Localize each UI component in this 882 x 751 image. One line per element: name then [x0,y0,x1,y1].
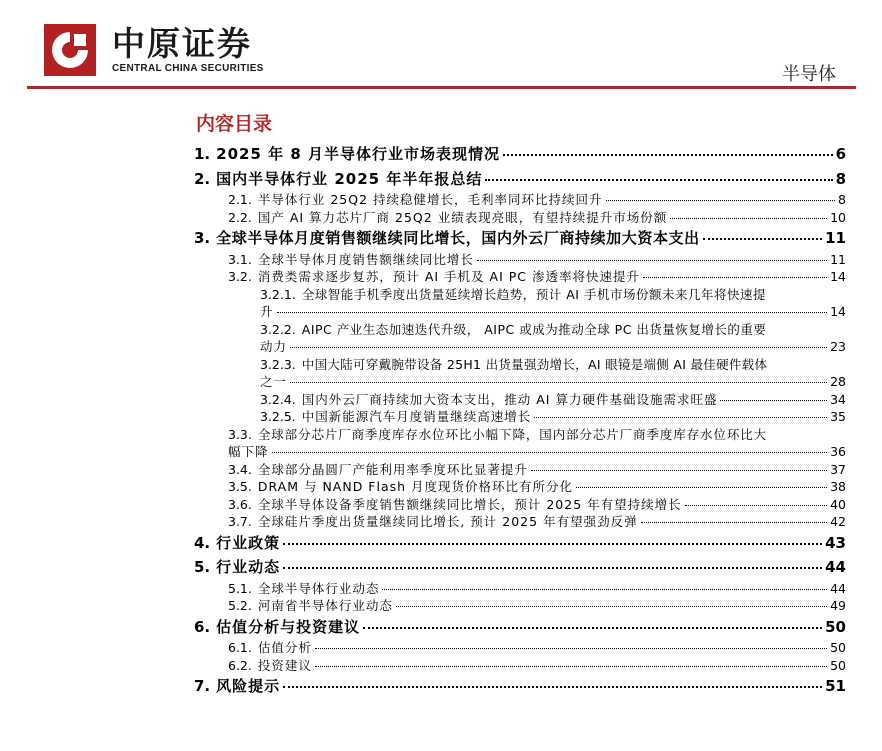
dot-leader [606,200,836,201]
toc-entry-5-2[interactable] [194,597,846,615]
toc-entry-page: 37 [830,461,846,477]
toc-entry-page: 10 [830,209,846,225]
toc-entry-2[interactable] [194,167,846,192]
toc-entry-number: 4. [194,533,211,552]
toc-entry-page: 14 [830,304,846,319]
toc-entry-title: 全球部分晶圆厂产能利用率季度环比显著提升 [257,461,528,477]
toc-entry-page: 23 [830,339,846,354]
dot-leader [685,505,827,506]
toc-entry-6-1[interactable] [194,639,846,657]
toc-entry-number: 6.1. [228,640,252,655]
toc-entry-number: 5.2. [228,598,252,613]
dot-leader [531,470,827,471]
dot-leader [290,347,827,348]
toc-entry-page: 43 [825,533,846,552]
toc-entry-title-line2: 升 [260,304,274,319]
toc-entry-3-2-3[interactable] [194,356,846,391]
toc-entry-page: 50 [825,617,846,636]
logo-chinese-name: 中原证券 [112,24,252,63]
toc-entry-page: 8 [838,192,846,207]
toc-entry-title: 2025 年 8 月半导体行业市场表现情况 [216,145,500,163]
toc-title: 内容目录 [196,113,273,135]
toc-entry-7[interactable] [194,674,846,699]
toc-entry-3-2-4[interactable] [194,391,846,409]
header-divider [27,86,856,89]
toc-entry-title: 估值分析 [257,640,312,655]
toc-entry-page: 44 [830,580,846,596]
toc-entry-number: 3.7. [228,514,252,529]
toc-entry-number: 2.1. [228,192,252,207]
toc-entry-number: 3.2.5. [260,409,296,424]
toc-entry-title: 国内半导体行业 2025 年半年报总结 [216,169,483,188]
toc-entry-title: DRAM 与 NAND Flash 月度现货价格环比有所分化 [257,479,574,494]
toc-entry-number: 3.2.1. [260,286,296,302]
toc-entry-3-3[interactable] [194,426,846,461]
toc-entry-number: 3. [194,229,211,247]
toc-entry-page: 50 [830,640,846,655]
toc-entry-3-2-5[interactable] [194,408,846,426]
toc-entry-1[interactable] [194,142,846,167]
logo-english-name: CENTRAL CHINA SECURITIES [112,63,264,74]
dot-leader [290,382,827,383]
toc-entry-page: 49 [830,598,846,613]
toc-entry-title: 风险提示 [216,677,281,695]
toc-entry-title: 中国新能源汽车月度销量继续高速增长 [301,409,532,424]
toc-entry-title: 行业政策 [216,533,281,552]
toc-entry-page: 8 [835,169,846,188]
dot-leader [485,179,832,181]
toc-entry-3-6[interactable] [194,496,846,514]
toc-entry-title-line2: 之一 [260,374,288,389]
page-header [0,0,882,92]
toc-entry-3-2-1[interactable] [194,286,846,321]
toc-entry-number: 1. [194,145,211,163]
dot-leader [272,452,828,453]
toc-entry-3-2-2[interactable] [194,321,846,356]
dot-leader [283,543,822,545]
toc-entry-3-4[interactable] [194,461,846,479]
report-category: 半导体 [782,64,836,85]
dot-leader [534,417,827,418]
toc-entry-title-line1: 全球部分芯片厂商季度库存水位环比小幅下降，国内部分芯片厂商季度库存水位环比大 [257,426,768,442]
toc-entry-3-5[interactable] [194,478,846,496]
toc-entry-number: 2.2. [228,209,252,225]
toc-entry-number: 5.1. [228,580,252,596]
toc-entry-3-7[interactable] [194,513,846,531]
toc-entry-title: 全球半导体行业动态 [257,580,380,596]
toc-entry-title: 全球半导体月度销售额继续同比增长 [257,251,474,267]
dot-leader [720,400,827,401]
toc-entry-number: 3.5. [228,479,252,494]
toc-entry-number: 6.2. [228,657,252,673]
toc-entry-6-2[interactable] [194,657,846,675]
dot-leader [283,567,822,569]
toc-entry-page: 42 [830,514,846,529]
dot-leader [396,606,827,607]
dot-leader [283,686,822,688]
toc-entry-number: 3.6. [228,496,252,512]
dot-leader [477,260,827,261]
toc-entry-page: 35 [830,409,846,424]
toc-entry-page: 11 [830,251,846,267]
toc-entry-title-line1: 中国大陆可穿戴腕带设备 25H1 出货量强劲增长，AI 眼镜是端侧 AI 最佳硬件载体 [301,356,768,372]
logo-icon [44,24,96,76]
toc-entry-title: 投资建议 [257,657,312,673]
toc-entry-number: 5. [194,558,211,576]
toc-entry-page: 38 [830,479,846,494]
toc-entry-title-line2: 幅下降 [228,444,269,459]
toc-entry-page: 50 [830,657,846,673]
toc-entry-title: 全球硅片季度出货量继续同比增长, 预计 2025 年有望强劲反弹 [257,514,638,529]
toc-entry-title: 消费类需求逐步复苏，预计 AI 手机及 AI PC 渗透率将快速提升 [257,269,640,284]
toc-entry-title-line1: AIPC 产业生态加速迭代升级， AIPC 或成为推动全球 PC 出货量恢复增长的重要 [301,321,767,337]
toc-entry-3-2[interactable] [194,268,846,286]
toc-entry-3[interactable] [194,226,846,251]
toc-entry-title: 国产 AI 算力芯片厂商 25Q2 业绩表现亮眼，有望持续提升市场份额 [257,209,668,225]
toc-entry-page: 14 [830,269,846,284]
toc-entry-number: 3.1. [228,251,252,267]
toc-entry-3-1[interactable] [194,251,846,269]
toc-entry-title: 半导体行业 25Q2 持续稳健增长，毛利率同环比持续回升 [257,192,603,207]
dot-leader [382,589,827,590]
toc-entry-title: 行业动态 [216,558,281,576]
dot-leader [643,277,827,278]
toc-entry-number: 3.3. [228,426,252,442]
toc-entry-number: 2. [194,169,211,188]
toc-entry-page: 11 [825,229,846,247]
toc-entry-page: 40 [830,496,846,512]
dot-leader [641,522,828,523]
toc-entry-title-line1: 全球智能手机季度出货量延续增长趋势，预计 AI 手机市场份额未来几年将快速提 [301,286,766,302]
toc-entry-number: 6. [194,617,211,636]
toc-entry-number: 3.4. [228,461,252,477]
toc-entry-6[interactable] [194,615,846,640]
toc-entry-number: 7. [194,677,211,695]
toc-entry-title: 全球半导体设备季度销售额继续同比增长，预计 2025 年有望持续增长 [257,496,682,512]
toc-entry-page: 6 [835,145,846,163]
dot-leader [363,627,822,629]
toc-entry-2-1[interactable] [194,191,846,209]
toc-entry-5-1[interactable] [194,580,846,598]
toc-entry-number: 3.2.3. [260,356,296,372]
toc-entry-title: 国内外云厂商持续加大资本支出，推动 AI 算力硬件基础设施需求旺盛 [301,391,718,407]
toc-entry-page: 51 [825,677,846,695]
table-of-contents [194,112,846,699]
toc-entry-number: 3.2.2. [260,321,296,337]
toc-entry-5[interactable] [194,555,846,580]
toc-entry-number: 3.2.4. [260,391,296,407]
dot-leader [670,218,827,219]
toc-entry-title: 估值分析与投资建议 [216,617,361,636]
toc-entry-page: 34 [830,391,846,407]
toc-entry-title: 全球半导体月度销售额继续同比增长，国内外云厂商持续加大资本支出 [216,229,700,247]
toc-entry-4[interactable] [194,531,846,556]
toc-entry-title-line2: 动力 [260,339,288,354]
dot-leader [503,154,833,156]
toc-entry-title: 河南省半导体行业动态 [257,598,393,613]
dot-leader [703,238,822,240]
dot-leader [576,487,827,488]
dot-leader [315,648,827,649]
toc-entry-number: 3.2. [228,269,252,284]
dot-leader [315,666,827,667]
toc-entry-page: 28 [830,374,846,389]
toc-entry-page: 36 [830,444,846,459]
toc-entry-2-2[interactable] [194,209,846,227]
dot-leader [277,312,828,313]
toc-entry-page: 44 [825,558,846,576]
